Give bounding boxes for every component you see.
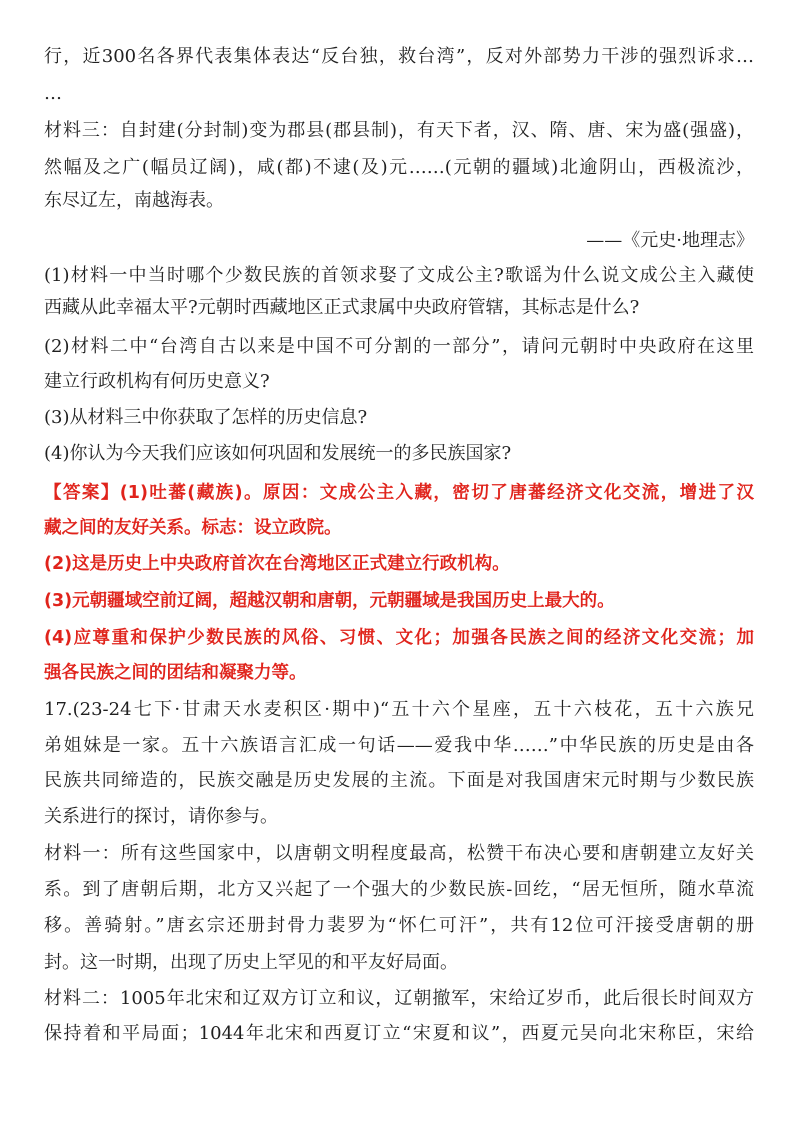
material1-line: 系。到了唐朝后期，北方又兴起了一个强大的少数民族-回纥，“居无恒所，随水草流 bbox=[44, 879, 754, 900]
answer-1-line: 藏之间的友好关系。标志：设立政院。 bbox=[44, 518, 342, 538]
material1-line: 封。这一时期，出现了历史上罕见的和平友好局面。 bbox=[44, 952, 458, 973]
question-17-line: 关系进行的探讨，请你参与。 bbox=[44, 806, 278, 827]
question-17-line: 17.(23-24七下·甘肃天水麦积区·期中)“五十六个星座，五十六枝花，五十六族兄 bbox=[44, 699, 754, 720]
question-3: (3)从材料三中你获取了怎样的历史信息? bbox=[44, 407, 368, 428]
answer-4-line: (4)应尊重和保护少数民族的风俗、习惯、文化；加强各民族之间的经济文化交流；加 bbox=[44, 628, 754, 648]
question-1-line: (1)材料一中当时哪个少数民族的首领求娶了文成公主?歌谣为什么说文成公主入藏使 bbox=[44, 265, 754, 286]
passage-continuation-line: 行，近300名各界代表集体表达“反台独，救台湾”，反对外部势力干涉的强烈诉求… bbox=[44, 46, 754, 67]
material3-line: 东尽辽左，南越海表。 bbox=[44, 190, 224, 211]
material1-line: 材料一：所有这些国家中，以唐朝文明程度最高，松赞干布决心要和唐朝建立友好关 bbox=[44, 843, 754, 864]
answer-1-line: 【答案】(1)吐蕃(藏族)。原因：文成公主入藏，密切了唐蕃经济文化交流，增进了汉 bbox=[44, 483, 754, 503]
material3-line: 然幅及之广(幅员辽阔)，咸(都)不逮(及)元……(元朝的疆域)北逾阴山，西极流沙， bbox=[44, 157, 754, 178]
question-2-line: (2)材料二中“台湾自古以来是中国不可分割的一部分”，请问元朝时中央政府在这里 bbox=[44, 336, 754, 357]
question-17-line: 民族共同缔造的，民族交融是历史发展的主流。下面是对我国唐宋元时期与少数民族 bbox=[44, 770, 754, 791]
answer-4-line: 强各民族之间的团结和凝聚力等。 bbox=[44, 663, 307, 683]
question-2-line: 建立行政机构有何历史意义? bbox=[44, 371, 270, 392]
passage-continuation-ellipsis: … bbox=[44, 83, 62, 104]
material2-line: 材料二：1005年北宋和辽双方订立和议，辽朝撤军，宋给辽岁币，此后很长时间双方 bbox=[44, 988, 754, 1009]
answer-2: (2)这是历史上中央政府首次在台湾地区正式建立行政机构。 bbox=[44, 554, 510, 574]
material3-line: 材料三：自封建(分封制)变为郡县(郡县制)，有天下者，汉、隋、唐、宋为盛(强盛)， bbox=[44, 120, 754, 141]
question-4: (4)你认为今天我们应该如何巩固和发展统一的多民族国家? bbox=[44, 443, 512, 464]
material2-line: 保持着和平局面；1044年北宋和西夏订立“宋夏和议”，西夏元吴向北宋称臣，宋给 bbox=[44, 1023, 754, 1044]
question-1-line: 西藏从此幸福太平?元朝时西藏地区正式隶属中央政府管辖，其标志是什么? bbox=[44, 297, 640, 318]
material3-source: ——《元史·地理志》 bbox=[586, 230, 754, 251]
answer-3: (3)元朝疆域空前辽阔，超越汉朝和唐朝，元朝疆域是我国历史上最大的。 bbox=[44, 591, 615, 611]
question-17-line: 弟姐妹是一家。五十六族语言汇成一句话——爱我中华……”中华民族的历史是由各 bbox=[44, 735, 754, 756]
material1-line: 移。善骑射。”唐玄宗还册封骨力裴罗为“怀仁可汗”，共有12位可汗接受唐朝的册 bbox=[44, 915, 754, 936]
